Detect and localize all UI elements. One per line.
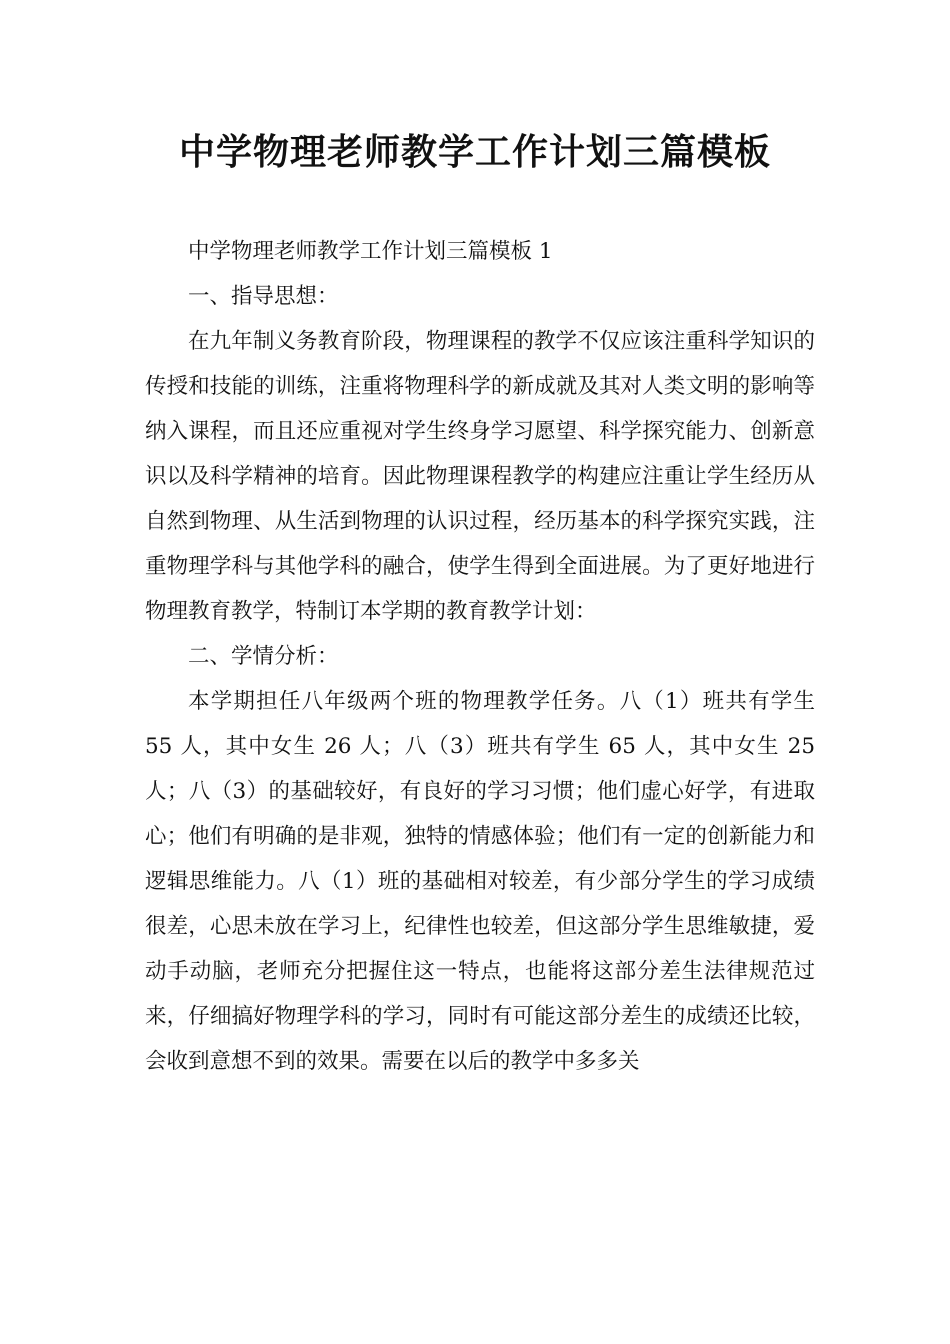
document-body xyxy=(145,229,815,1084)
section-heading-student-analysis: 二、学情分析： xyxy=(188,644,339,669)
paragraph-guiding-ideology: 在九年制义务教育阶段，物理课程的教学不仅应该注重科学知识的传授和技能的训练，注重将物理科学的新成就及其对人类文明的影响等纳入课程，而且还应重视对学生终身学习愿望、科学探究能力、创新意识以及科学精神的培育。因此物理课程教学的构建应注重让学生经历从自然到物理、从生活到物理的认识过程，经历基本的科学探究实践，注重物理学科与其他学科的融合，使学生得到全面进展。为了更好地进行物理教育教学，特制订本学期的教育教学计划： xyxy=(145,329,815,624)
paragraph-student-analysis: 本学期担任八年级两个班的物理教学任务。八（1）班共有学生 55 人，其中女生 26 人；八（3）班共有学生 65 人，其中女生 25 人；八（3）的基础较好，有良好的学习习惯；他们虚心好学，有进取心；他们有明确的是非观，独特的情感体验；他们有一定的创新能力和逻辑思维能力。八（1）班的基础相对较差，有少部分学生的学习成绩很差，心思未放在学习上，纪律性也较差，但这部分学生思维敏捷，爱动手动脑，老师充分把握住这一特点，也能将这部分差生法律规范过来，仔细搞好物理学科的学习，同时有可能这部分差生的成绩还比较，会收到意想不到的效果。需要在以后的教学中多多关 xyxy=(145,689,815,1074)
section-heading-guiding-ideology: 一、指导思想： xyxy=(188,284,339,309)
section-heading-template-1: 中学物理老师教学工作计划三篇模板 1 xyxy=(188,239,553,264)
document-title: 中学物理老师教学工作计划三篇模板 xyxy=(178,132,771,173)
